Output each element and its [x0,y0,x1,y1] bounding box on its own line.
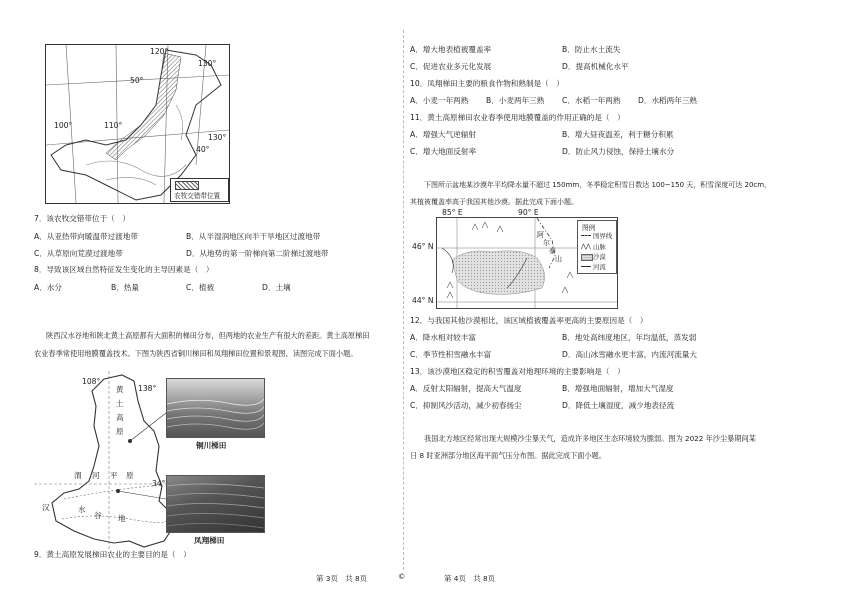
map3-lon-90: 90° E [518,208,539,217]
passage4-line1: 我国北方地区经常出现大规模沙尘暴天气，造成许多地区生态环境较为脆弱。图为 2022 年沙尘暴期间某 [424,434,756,443]
column-divider [403,30,404,570]
map1-label-120: 120° [150,47,169,56]
passage2-line2: 农业春季常使用地膜覆盖技术。下图为陕西省铜川梯田和凤翔梯田位置和景观图，读图完成下面小题。 [34,349,358,358]
map2-label-gao: 高 [116,413,124,422]
q13-option-c: C．抑制风沙活动，减少初春扬尘 [410,401,522,410]
map2-label-shui: 水 [78,505,86,514]
map1-label-130-right: 130° [208,133,227,142]
q12-option-a: A．降水相对较丰富 [410,333,476,342]
q7-option-c: C．从草原向荒漠过渡地带 [34,249,123,258]
q12-option-d: D．高山冰雪融水更丰富，内流河流量大 [562,350,697,359]
q8-stem: 8．导致该区域自然特征发生变化的主导因素是（ ） [34,265,214,274]
mountain-char-4: 山 [555,255,562,263]
map3-lon-85: 85° E [442,208,463,217]
legend-label: 农牧交错带位置 [174,192,221,200]
q13-option-d: D．降低土壤湿度，减少地表径流 [562,401,675,410]
tongchuan-terrace-photo [166,378,265,438]
q9-option-d: D．提高机械化水平 [562,62,629,71]
terrace-lines-2 [167,476,264,532]
q10-option-b: B．小麦两年三熟 [486,96,545,105]
q13-option-a: A．反射太阳辐射，提高大气温度 [410,384,522,393]
q11-option-b: B．增大昼夜温差，利于糖分积累 [562,130,674,139]
q9-option-b: B．防止水土流失 [562,45,621,54]
terrace-lines-1 [167,379,264,437]
legend-river-swatch [581,266,591,267]
map2-label-huang: 黄 [116,385,124,394]
footer-page-left: 第 3页 共 8页 [316,574,368,583]
q10-option-a: A．小麦一年两熟 [410,96,469,105]
legend-desert-swatch [581,254,593,261]
legend-hatch-swatch [175,181,199,190]
passage3-line1: 下图所示盆地某沙漠年平均降水量不超过 150mm，冬季稳定积雪日数达 100~150 天，积雪深度可达 20cm， [424,181,772,189]
q11-option-c: C．增大地面反射率 [410,147,477,156]
legend-border-label: 国界线 [593,232,613,240]
ecotone-map [45,44,230,204]
photo1-caption: 铜川梯田 [196,441,227,450]
q7-stem: 7．该农牧交错带位于（ ） [34,214,130,223]
legend-mountain-label: 山脉 [593,243,606,251]
terrace-map [34,371,274,556]
q9-stem: 9．黄土高原发展梯田农业的主要目的是（ ） [34,550,191,559]
map2-label-138: 138° [138,384,157,393]
q11-option-a: A．增强大气逆辐射 [410,130,476,139]
map1-label-50: 50° [130,76,144,85]
desert-map [412,208,622,310]
map2-label-he: 河 [92,471,100,480]
q13-stem: 13．该沙漠地区稳定的积雪覆盖对地理环境的主要影响是（ ） [410,367,625,376]
q9-option-a: A．增大地表植被覆盖率 [410,45,492,54]
q8-option-d: D．土壤 [262,283,291,292]
map1-label-130-top: 130° [198,59,217,68]
q7-option-d: D．从地势的第一阶梯向第二阶梯过渡地带 [186,249,329,258]
legend-desert-label: 沙漠 [593,253,606,261]
q8-option-c: C．植被 [186,283,215,292]
q11-option-d: D．防止风力侵蚀，保持土壤水分 [562,147,675,156]
mountain-char-1: 阿 [537,231,544,239]
map2-label-han: 汉 [42,503,50,512]
photo2-caption: 凤翔梯田 [194,536,225,545]
passage2-line1: 陕西汉水谷地和陕北黄土高原都有大面积的梯田分布，但两地的农业生产有很大的差距。黄土高原梯田 [46,331,370,340]
legend-mountain-swatch: ⋀⋀ [581,243,591,250]
map2-label-ping: 平 [110,471,118,480]
q12-stem: 12．与我国其他沙漠相比，该区域植被覆盖率更高的主要原因是（ ） [410,316,648,325]
map2-label-34: 34° [152,479,166,488]
map3-lat-46: 46° N [412,242,434,251]
footer-page-right: 第 4页 共 8页 [444,574,496,583]
q12-option-c: C．季节性积雪融水丰富 [410,350,492,359]
map2-label-gu: 谷 [94,511,102,520]
map3-legend [577,220,617,274]
map1-label-100: 100° [54,121,73,130]
passage4-line2: 日 8 时亚洲部分地区海平面气压分布图。据此完成下面小题。 [410,451,607,460]
q8-option-b: B．热量 [111,283,139,292]
map2-label-yuan2: 原 [126,471,134,480]
map1-label-110: 110° [104,121,123,130]
legend-border-swatch [581,235,591,236]
map2-label-di: 地 [118,514,126,523]
q10-option-d: D．水稻两年三熟 [638,96,698,105]
q10-option-c: C．水稻一年两熟 [562,96,621,105]
passage3-line2: 其植被覆盖率高于我国其他沙漠。据此完成下面小题。 [410,198,578,206]
fengxiang-terrace-photo [166,475,265,533]
q10-stem: 10．凤翔梯田主要的粮食作物和熟制是（ ） [410,79,564,88]
footer-copyright: © [398,572,406,581]
map2-label-108: 108° [82,377,101,386]
q12-option-b: B．地处高纬度地区，年均温低，蒸发弱 [562,333,697,342]
q13-option-b: B．增强地面辐射，增加大气湿度 [562,384,674,393]
legend-title: 图例 [582,224,596,232]
desert-map-frame [436,217,618,309]
q11-stem: 11．黄土高原梯田农业春季使用地膜覆盖的作用正确的是（ ） [410,113,625,122]
q9-option-c: C．促进农业多元化发展 [410,62,492,71]
q7-option-a: A．从亚热带向暖温带过渡地带 [34,232,138,241]
map2-label-tu: 土 [116,399,124,408]
mountain-char-2: 尔 [543,239,550,247]
q8-option-a: A．水分 [34,283,62,292]
map3-lat-44: 44° N [412,296,434,305]
map2-label-yuan: 原 [116,427,124,436]
map2-label-wei: 渭 [74,471,82,480]
map1-label-40: 40° [196,145,210,154]
map1-legend [170,178,229,202]
q7-option-b: B．从半湿润地区向半干旱地区过渡地带 [186,232,321,241]
mountain-char-3: 泰 [549,247,556,255]
legend-river-label: 河流 [593,263,606,271]
